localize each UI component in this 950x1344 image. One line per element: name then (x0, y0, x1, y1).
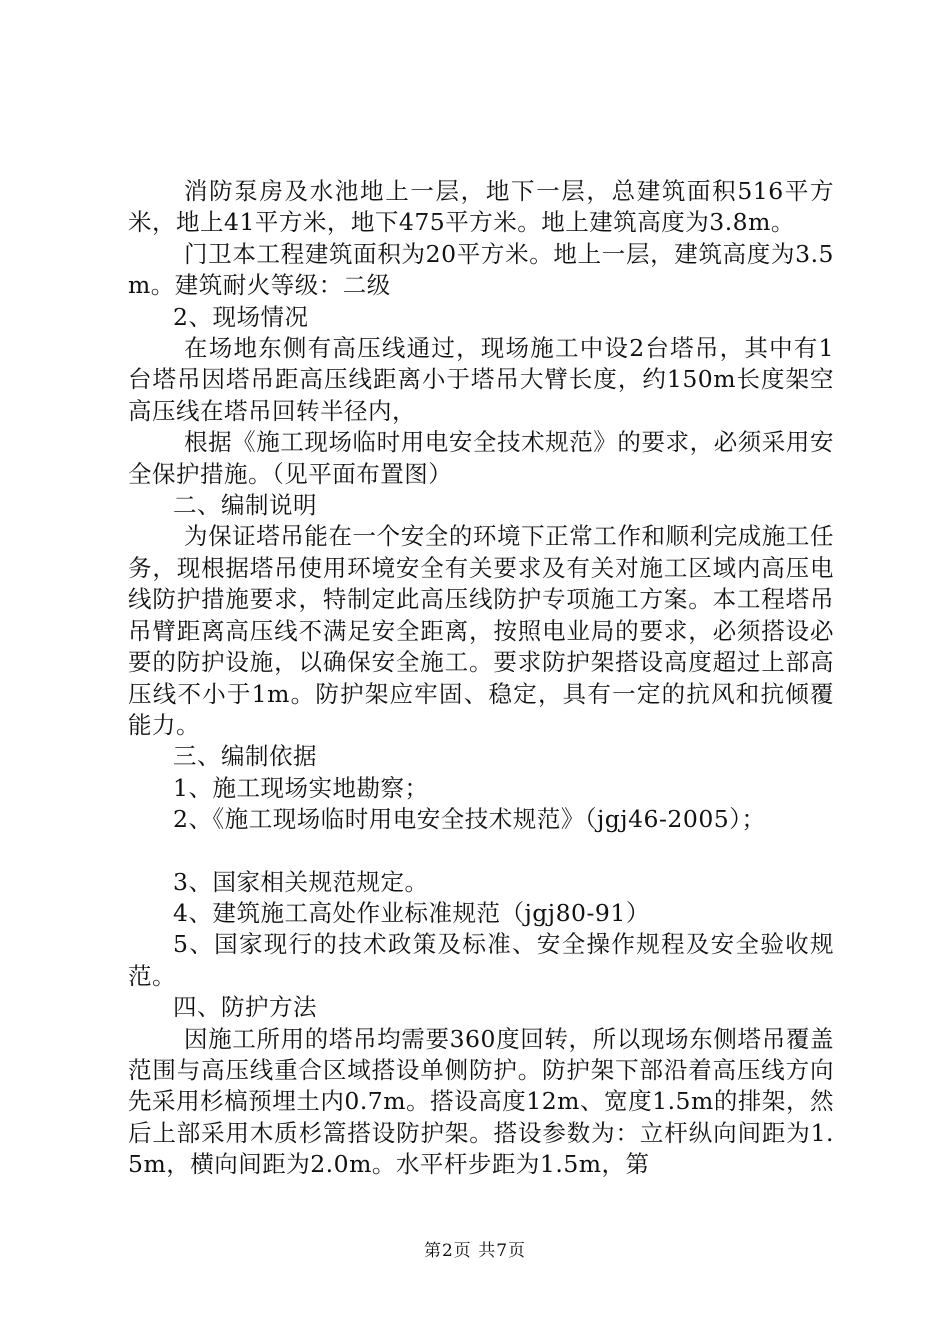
paragraph-guard-room: 门卫本工程建筑面积为20平方米。地上一层，建筑高度为3.5m。建筑耐火等级：二级 (128, 239, 834, 300)
heading-compilation-notes: 二、编制说明 (173, 491, 317, 520)
paragraph-fire-pump-room: 消防泵房及水池地上一层，地下一层，总建筑面积516平方米，地上41平方米，地下475平方米。地上建筑高度为3.8m。 (128, 177, 834, 237)
heading-compilation-basis: 三、编制依据 (173, 742, 317, 771)
basis-item-1: 1、施工现场实地勘察； (173, 773, 429, 802)
paragraph-protection-method: 因施工所用的塔吊均需要360度回转，所以现场东侧塔吊覆盖范围与高压线重合区域搭设单侧防护。防护架下部沿着高压线方向先采用杉槁预埋土内0.7m。搭设高度12m、宽度1.5m的排架，然后上部采用木质杉篙搭设防护架。搭设参数为：立杆纵向间距为1.5m，横向间距为2.0m。水平杆步距为1.5m，第 (128, 1024, 834, 1179)
basis-item-5: 5、国家现行的技术政策及标准、安全操作规程及安全验收规范。 (128, 930, 834, 990)
basis-item-3: 3、国家相关规范规定。 (173, 867, 429, 896)
paragraph-high-voltage-line: 在场地东侧有高压线通过，现场施工中设2台塔吊，其中有1台塔吊因塔吊距高压线距离小于塔吊大臂长度，约150m长度架空高压线在塔吊回转半径内， (128, 334, 834, 425)
paragraph-compilation-notes: 为保证塔吊能在一个安全的环境下正常工作和顺利完成施工任务，现根据塔吊使用环境安全有关要求及有关对施工区域内高压电线防护措施要求，特制定此高压线防护专项施工方案。本工程塔吊吊臂距离高压线不满足安全距离，按照电业局的要求，必须搭设必要的防护设施，以确保安全施工。要求防护架搭设高度超过上部高压线不小于1m。防护架应牢固、稳定，具有一定的抗风和抗倾覆能力。 (128, 522, 834, 739)
basis-item-2: 2、《施工现场临时用电安全技术规范》（jgj46-2005）； (173, 805, 766, 834)
page-number-footer: 第2页 共7页 (423, 1241, 527, 1261)
document-body (128, 176, 834, 1181)
heading-protection-method: 四、防护方法 (173, 993, 317, 1022)
paragraph-safety-code: 根据《施工现场临时用电安全技术规范》的要求，必须采用安全保护措施。（见平面布置图） (128, 428, 834, 488)
basis-item-4: 4、建筑施工高处作业标准规范（jgj80-91） (173, 898, 650, 927)
heading-site-conditions: 2、现场情况 (173, 302, 309, 331)
